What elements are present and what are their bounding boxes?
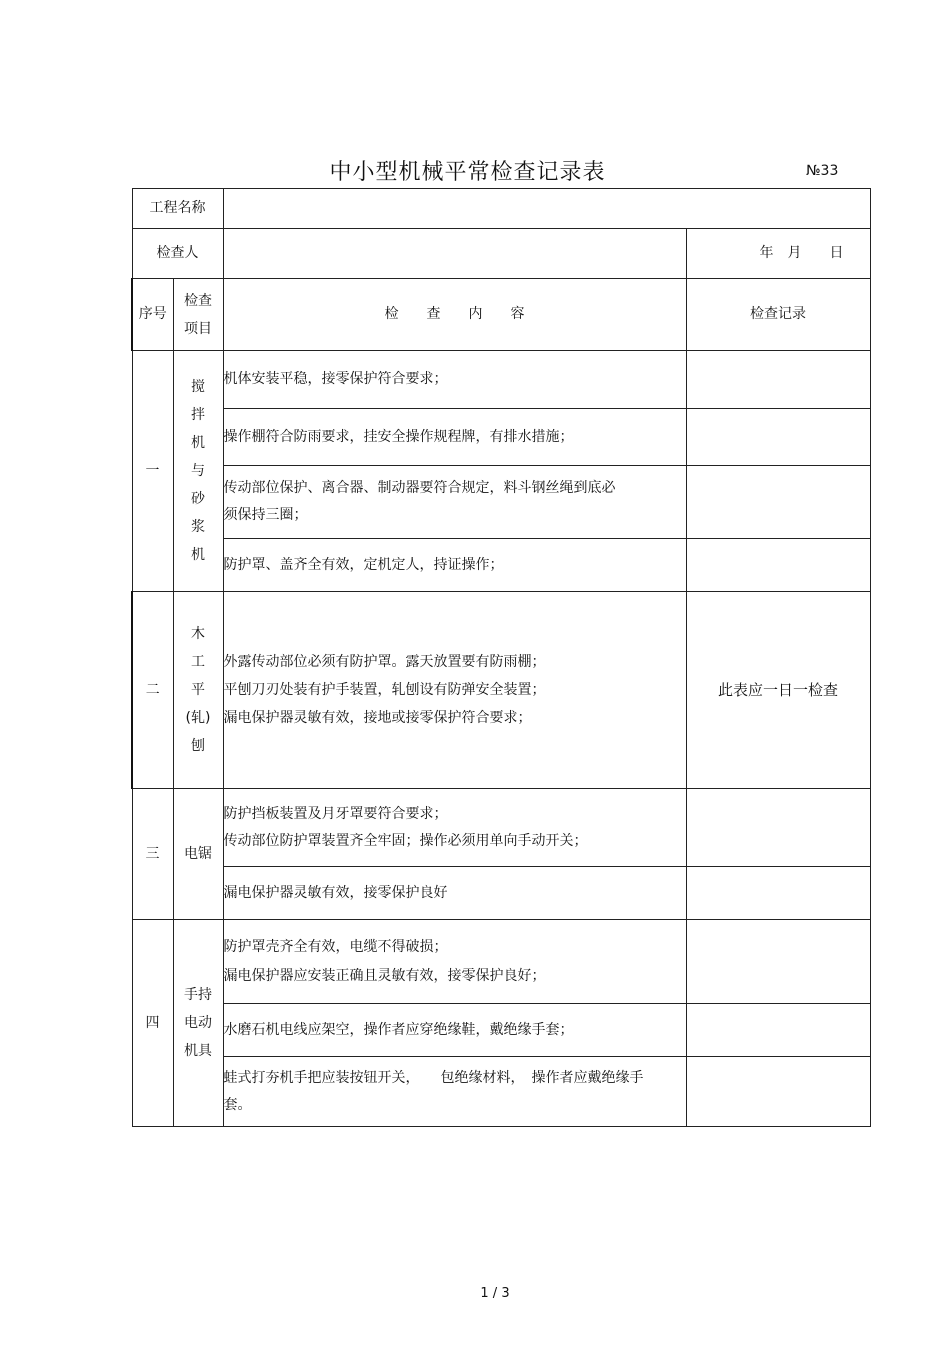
inspector-row [132,229,870,279]
project-label: 工程名称 [132,189,223,229]
record-cell[interactable] [686,539,870,592]
record-cell[interactable] [686,1004,870,1057]
table-row [132,466,870,539]
record-cell[interactable] [686,1057,870,1127]
document-number: №33 [806,163,839,179]
check-content: 防护罩壳齐全有效，电缆不得破损； 漏电保护器应安装正确且灵敏有效，接零保护良好； [223,920,686,1004]
date-label[interactable]: 年 月 日 [686,229,870,279]
section-seq: 二 [132,592,173,789]
table-row [132,1004,870,1057]
table-row [132,789,870,867]
record-cell[interactable] [686,867,870,920]
record-note: 此表应一日一检查 [686,592,870,789]
col-record-header: 检查记录 [686,279,870,351]
check-content: 水磨石机电线应架空，操作者应穿绝缘鞋，戴绝缘手套； [223,1004,686,1057]
table-row [132,592,870,789]
check-content: 蛙式打夯机手把应装按钮开关， 包绝缘材料， 操作者应戴绝缘手 套。 [223,1057,686,1127]
page-title: 中小型机械平常检查记录表 [329,160,606,185]
col-content-header: 检 查 内 容 [223,279,686,351]
check-content: 漏电保护器灵敏有效，接零保护良好 [223,867,686,920]
inspection-table [131,188,871,1127]
check-content: 机体安装平稳，接零保护符合要求； [223,351,686,409]
check-content: 防护罩、盖齐全有效，定机定人，持证操作； [223,539,686,592]
table-row [132,409,870,466]
page-number: 1 / 3 [480,1286,510,1301]
check-content: 外露传动部位必须有防护罩。露天放置要有防雨棚； 平刨刀刃处装有护手装置，轧刨设有防弹安全装置； 漏电保护器灵敏有效，接地或接零保护符合要求； [223,592,686,789]
section-item: 木 工 平 (轧) 刨 [173,592,223,789]
table-row [132,867,870,920]
check-content: 防护挡板装置及月牙罩要符合要求； 传动部位防护罩装置齐全牢固；操作必须用单向手动开关； [223,789,686,867]
section-item: 手持 电动 机具 [173,920,223,1127]
section-seq: 四 [132,920,173,1127]
section-seq: 三 [132,789,173,920]
check-content: 传动部位保护、离合器、制动器要符合规定，料斗钢丝绳到底必 须保持三圈； [223,466,686,539]
check-content: 操作棚符合防雨要求，挂安全操作规程牌，有排水措施； [223,409,686,466]
table-row [132,920,870,1004]
table-row [132,1057,870,1127]
inspector-value-field[interactable] [223,229,686,279]
table-row [132,351,870,409]
section-item: 搅 拌 机 与 砂 浆 机 [173,351,223,592]
project-value-field[interactable] [223,189,870,229]
record-cell[interactable] [686,409,870,466]
section-seq: 一 [132,351,173,592]
record-cell[interactable] [686,789,870,867]
column-header-row [132,279,870,351]
record-cell[interactable] [686,466,870,539]
col-seq-header: 序号 [132,279,173,351]
col-item-header: 检查 项目 [173,279,223,351]
record-cell[interactable] [686,920,870,1004]
section-item: 电锯 [173,789,223,920]
inspector-label: 检查人 [132,229,223,279]
project-row [132,189,870,229]
table-row [132,539,870,592]
record-cell[interactable] [686,351,870,409]
